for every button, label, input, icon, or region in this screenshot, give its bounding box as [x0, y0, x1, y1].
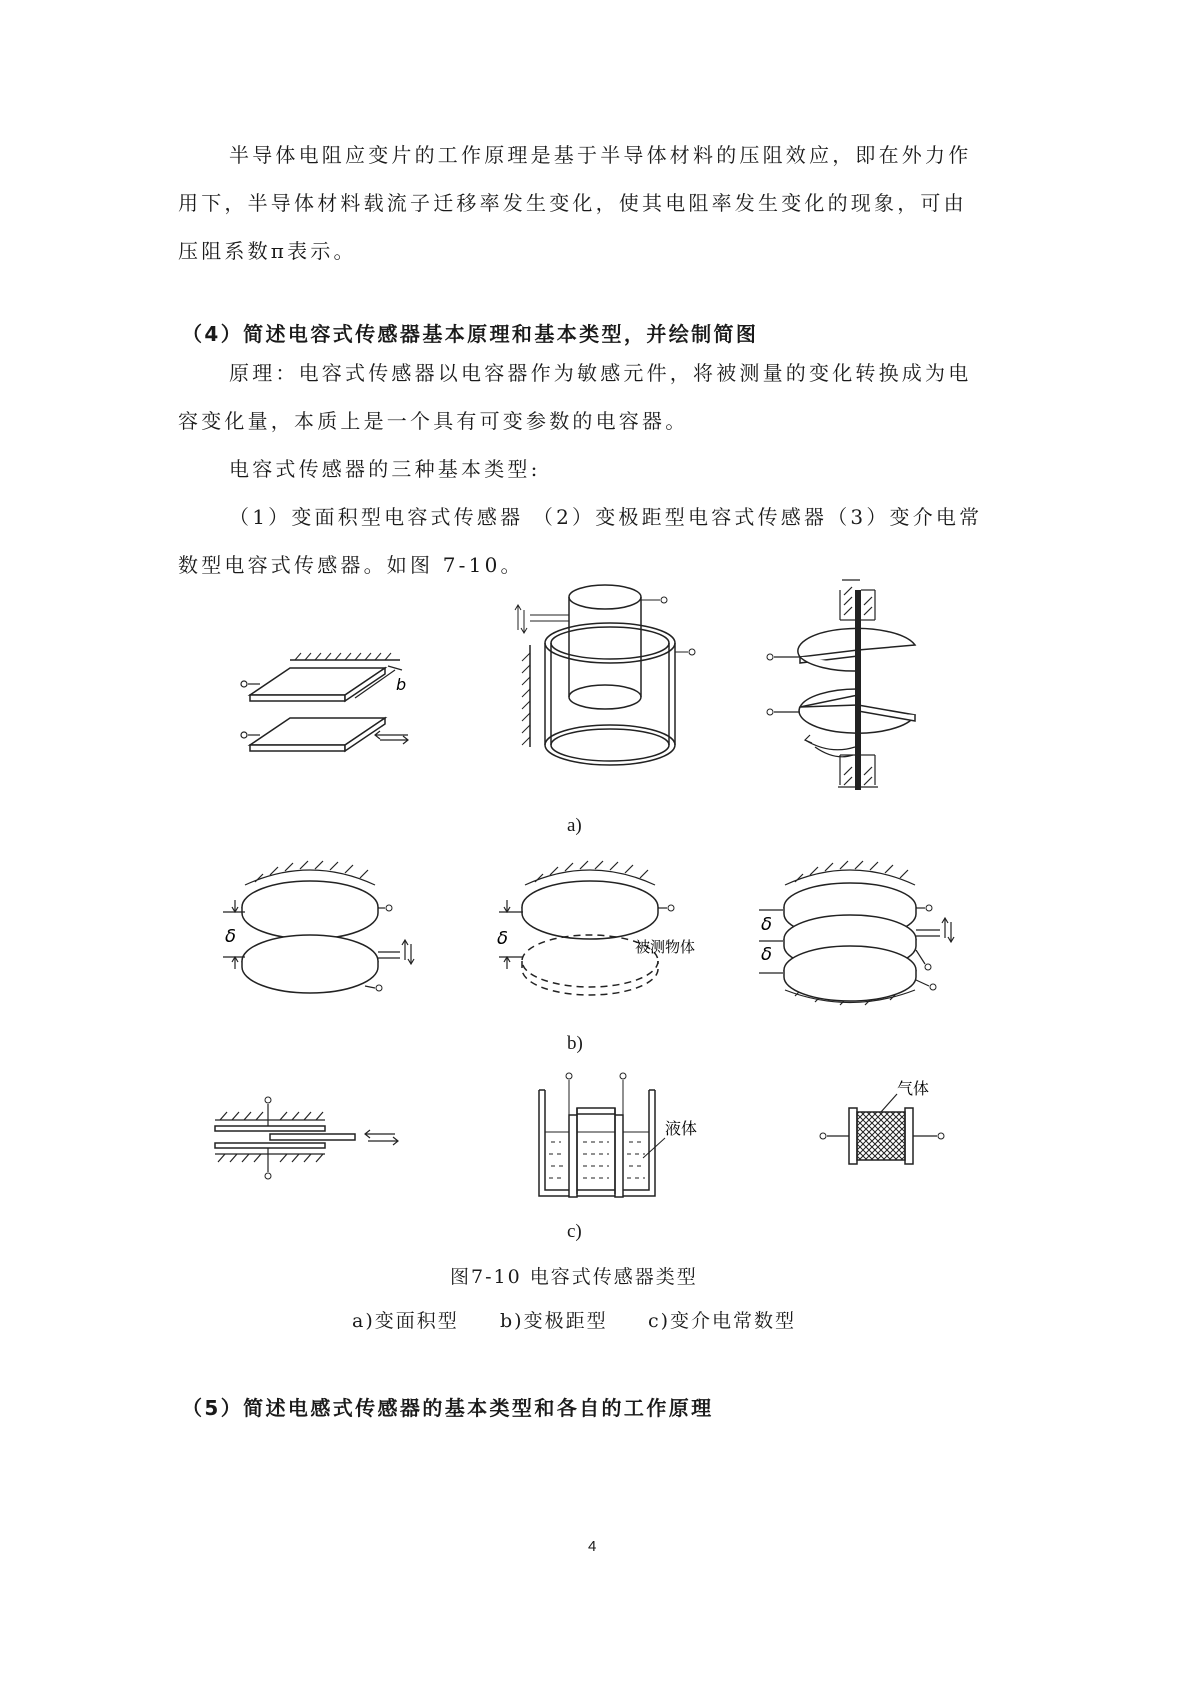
figure-c3-gas-dielectric [815, 1072, 965, 1182]
gas-label: 气体 [897, 1079, 930, 1098]
figure-caption: 图7-10 电容式传感器类型 [450, 1266, 698, 1288]
figure-b3-differential-plates [745, 860, 965, 1010]
q4-principle-line-1: 原理：电容式传感器以电容器作为敏感元件，将被测量的变化转换成为电 [229, 361, 972, 385]
subcaption-b: b)变极距型 [500, 1310, 608, 1332]
intro-line-1: 半导体电阻应变片的工作原理是基于半导体材料的压阻效应，即在外力作 [229, 143, 972, 167]
q5-heading: （5）简述电感式传感器的基本类型和各自的工作原理 [182, 1396, 714, 1420]
figure-a1-sliding-plates [230, 640, 430, 770]
dimension-b-label: b [396, 675, 407, 694]
figure-c2-liquid-level [525, 1070, 725, 1210]
row-c-label: c) [567, 1221, 582, 1242]
figure-a3-rotary-plates [760, 575, 960, 795]
q4-principle-line-2: 容变化量，本质上是一个具有可变参数的电容器。 [178, 409, 689, 433]
figure-c1-sliding-dielectric [210, 1090, 410, 1190]
delta-label-b3-lower: δ [761, 944, 773, 965]
subcaption-a: a)变面积型 [352, 1310, 459, 1332]
delta-label-b3-upper: δ [761, 914, 773, 935]
q4-types-line-1: （1）变面积型电容式传感器 （2）变极距型电容式传感器（3）变介电常 [229, 505, 983, 529]
measured-object-label: 被测物体 [635, 938, 696, 956]
figure-a2-cylinder [510, 575, 710, 785]
row-a-label: a) [567, 815, 582, 836]
delta-label-b1: δ [225, 926, 237, 947]
figure-b1-two-plates [215, 860, 415, 1010]
intro-line-2: 用下，半导体材料载流子迁移率发生变化，使其电阻率发生变化的现象，可由 [178, 191, 967, 215]
row-b-label: b) [567, 1033, 583, 1054]
figure-b2-measured-object [495, 860, 715, 1010]
delta-label-b2: δ [497, 928, 509, 949]
liquid-label: 液体 [665, 1119, 698, 1138]
q4-heading: （4）简述电容式传感器基本原理和基本类型，并绘制简图 [182, 322, 759, 346]
intro-line-3: 压阻系数π表示。 [178, 239, 357, 263]
q4-types-intro: 电容式传感器的三种基本类型: [229, 457, 541, 481]
subcaption-c: c)变介电常数型 [648, 1310, 797, 1332]
page-number: 4 [588, 1538, 597, 1555]
q4-types-line-2: 数型电容式传感器。如图 7-10。 [178, 553, 524, 577]
